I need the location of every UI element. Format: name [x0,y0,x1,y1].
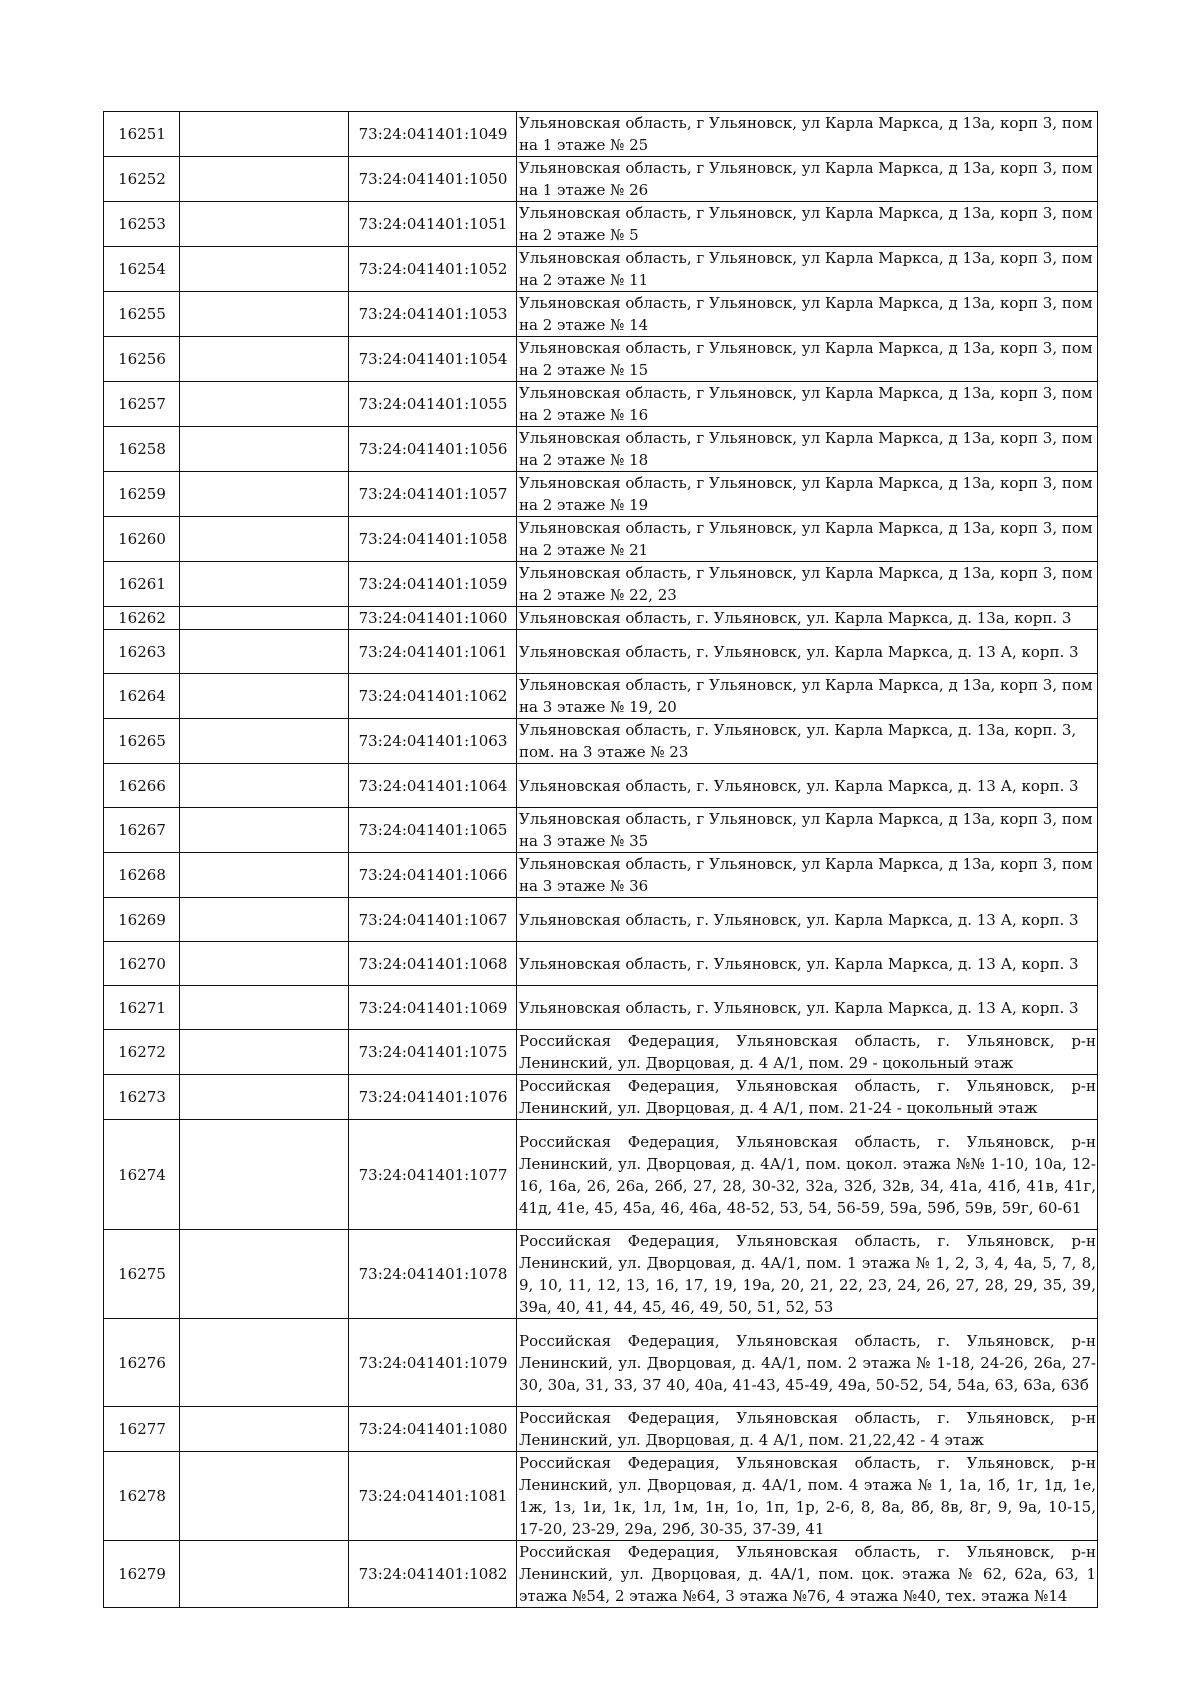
cadastral-number-cell: 73:24:041401:1053 [349,292,517,337]
record-number-cell: 16258 [104,427,180,472]
table-row [104,1407,1098,1452]
empty-cell [180,1230,349,1319]
record-number-cell: 16260 [104,517,180,562]
address-cell: Ульяновская область, г Ульяновск, ул Карла Маркса, д 13а, корп 3, пом на 3 этаже № 19, 20 [517,674,1098,719]
empty-cell [180,1407,349,1452]
record-number-cell: 16256 [104,337,180,382]
address-cell: Ульяновская область, г Ульяновск, ул Карла Маркса, д 13а, корп 3, пом на 2 этаже № 5 [517,202,1098,247]
table-row [104,157,1098,202]
empty-cell [180,853,349,898]
record-number-cell: 16255 [104,292,180,337]
table-row [104,382,1098,427]
record-number-cell: 16277 [104,1407,180,1452]
record-number-cell: 16253 [104,202,180,247]
table-row [104,986,1098,1030]
table-row [104,472,1098,517]
record-number-cell: 16279 [104,1541,180,1608]
table-row [104,764,1098,808]
empty-cell [180,630,349,674]
table-row [104,942,1098,986]
address-cell: Ульяновская область, г Ульяновск, ул Карла Маркса, д 13а, корп 3, пом на 1 этаже № 26 [517,157,1098,202]
record-number-cell: 16266 [104,764,180,808]
record-number-cell: 16267 [104,808,180,853]
cadastral-number-cell: 73:24:041401:1049 [349,112,517,157]
table-row [104,674,1098,719]
cadastral-number-cell: 73:24:041401:1067 [349,898,517,942]
cadastral-number-cell: 73:24:041401:1054 [349,337,517,382]
address-cell: Российская Федерация, Ульяновская область, г. Ульяновск, р-н Ленинский, ул. Дворцовая, д. 4 А/1, пом. 21-24 - цокольный этаж [517,1075,1098,1120]
cadastral-number-cell: 73:24:041401:1080 [349,1407,517,1452]
cadastral-number-cell: 73:24:041401:1059 [349,562,517,607]
table-row [104,562,1098,607]
cadastral-number-cell: 73:24:041401:1066 [349,853,517,898]
table-row [104,337,1098,382]
address-cell: Российская Федерация, Ульяновская область, г. Ульяновск, р-н Ленинский, ул. Дворцовая, д. 4А/1, пом. 2 этажа № 1-18, 24-26, 26а, 27-30, 30а, 31, 33, 37 40, 40а, 41-43, 45-49, 49а, 50-52, 54, 54а, 63, 63а, 63б [517,1319,1098,1407]
address-cell: Российская Федерация, Ульяновская область, г. Ульяновск, р-н Ленинский, ул. Дворцовая, д. 4А/1, пом. цок. этажа № 62, 62а, 63, 1 этажа №54, 2 этажа №64, 3 этажа №76, 4 этажа №40, тех. этажа №14 [517,1541,1098,1608]
record-number-cell: 16274 [104,1120,180,1230]
table-row [104,898,1098,942]
cadastral-number-cell: 73:24:041401:1069 [349,986,517,1030]
registry-table [103,111,1098,1608]
address-cell: Российская Федерация, Ульяновская область, г. Ульяновск, р-н Ленинский, ул. Дворцовая, д. 4А/1, пом. цокол. этажа №№ 1-10, 10а, 12-16, 16а, 26, 26а, 26б, 27, 28, 30-32, 32а, 32б, 32в, 34, 41а, 41б, 41в, 41г, 41д, 41е, 45, 45а, 46, 46а, 48-52, 53, 54, 56-59, 59а, 59б, 59в, 59г, 60-61 [517,1120,1098,1230]
record-number-cell: 16261 [104,562,180,607]
address-cell: Российская Федерация, Ульяновская область, г. Ульяновск, р-н Ленинский, ул. Дворцовая, д. 4А/1, пом. 1 этажа № 1, 2, 3, 4, 4а, 5, 7, 8, 9, 10, 11, 12, 13, 16, 17, 19, 19а, 20, 21, 22, 23, 24, 26, 27, 28, 29, 35, 39, 39а, 40, 41, 44, 45, 46, 49, 50, 51, 52, 53 [517,1230,1098,1319]
empty-cell [180,1075,349,1120]
address-cell: Ульяновская область, г Ульяновск, ул Карла Маркса, д 13а, корп 3, пом на 2 этаже № 22, 23 [517,562,1098,607]
record-number-cell: 16275 [104,1230,180,1319]
record-number-cell: 16251 [104,112,180,157]
table-row [104,1319,1098,1407]
table-row [104,1230,1098,1319]
empty-cell [180,562,349,607]
empty-cell [180,382,349,427]
cadastral-number-cell: 73:24:041401:1050 [349,157,517,202]
address-cell: Ульяновская область, г. Ульяновск, ул. Карла Маркса, д. 13 А, корп. 3 [517,898,1098,942]
empty-cell [180,898,349,942]
cadastral-number-cell: 73:24:041401:1065 [349,808,517,853]
cadastral-number-cell: 73:24:041401:1079 [349,1319,517,1407]
address-cell: Ульяновская область, г Ульяновск, ул Карла Маркса, д 13а, корп 3, пом на 1 этаже № 25 [517,112,1098,157]
table-row [104,112,1098,157]
cadastral-number-cell: 73:24:041401:1058 [349,517,517,562]
record-number-cell: 16259 [104,472,180,517]
empty-cell [180,427,349,472]
cadastral-number-cell: 73:24:041401:1068 [349,942,517,986]
address-cell: Ульяновская область, г. Ульяновск, ул. Карла Маркса, д. 13 А, корп. 3 [517,986,1098,1030]
cadastral-number-cell: 73:24:041401:1052 [349,247,517,292]
cadastral-number-cell: 73:24:041401:1055 [349,382,517,427]
address-cell: Ульяновская область, г Ульяновск, ул Карла Маркса, д 13а, корп 3, пом на 2 этаже № 21 [517,517,1098,562]
empty-cell [180,337,349,382]
record-number-cell: 16264 [104,674,180,719]
record-number-cell: 16269 [104,898,180,942]
empty-cell [180,517,349,562]
empty-cell [180,674,349,719]
address-cell: Ульяновская область, г. Ульяновск, ул. Карла Маркса, д. 13а, корп. 3, пом. на 3 этаже № 23 [517,719,1098,764]
record-number-cell: 16263 [104,630,180,674]
address-cell: Российская Федерация, Ульяновская область, г. Ульяновск, р-н Ленинский, ул. Дворцовая, д. 4 А/1, пом. 21,22,42 - 4 этаж [517,1407,1098,1452]
address-cell: Ульяновская область, г Ульяновск, ул Карла Маркса, д 13а, корп 3, пом на 3 этаже № 35 [517,808,1098,853]
cadastral-number-cell: 73:24:041401:1061 [349,630,517,674]
cadastral-number-cell: 73:24:041401:1063 [349,719,517,764]
empty-cell [180,1120,349,1230]
table-row [104,1075,1098,1120]
record-number-cell: 16272 [104,1030,180,1075]
table-row [104,1541,1098,1608]
cadastral-number-cell: 73:24:041401:1060 [349,607,517,630]
cadastral-number-cell: 73:24:041401:1075 [349,1030,517,1075]
record-number-cell: 16252 [104,157,180,202]
address-cell: Ульяновская область, г Ульяновск, ул Карла Маркса, д 13а, корп 3, пом на 2 этаже № 19 [517,472,1098,517]
table-row [104,517,1098,562]
address-cell: Российская Федерация, Ульяновская область, г. Ульяновск, р-н Ленинский, ул. Дворцовая, д. 4А/1, пом. 4 этажа № 1, 1а, 1б, 1г, 1д, 1е, 1ж, 1з, 1и, 1к, 1л, 1м, 1н, 1о, 1п, 1р, 2-6, 8, 8а, 8б, 8в, 8г, 9, 9а, 10-15, 17-20, 23-29, 29а, 29б, 30-35, 37-39, 41 [517,1452,1098,1541]
cadastral-number-cell: 73:24:041401:1082 [349,1541,517,1608]
cadastral-number-cell: 73:24:041401:1057 [349,472,517,517]
empty-cell [180,764,349,808]
empty-cell [180,808,349,853]
cadastral-number-cell: 73:24:041401:1051 [349,202,517,247]
table-row [104,292,1098,337]
cadastral-number-cell: 73:24:041401:1081 [349,1452,517,1541]
table-row [104,1120,1098,1230]
address-cell: Ульяновская область, г Ульяновск, ул Карла Маркса, д 13а, корп 3, пом на 3 этаже № 36 [517,853,1098,898]
empty-cell [180,472,349,517]
address-cell: Ульяновская область, г. Ульяновск, ул. Карла Маркса, д. 13 А, корп. 3 [517,630,1098,674]
record-number-cell: 16278 [104,1452,180,1541]
address-cell: Ульяновская область, г Ульяновск, ул Карла Маркса, д 13а, корп 3, пом на 2 этаже № 14 [517,292,1098,337]
registry-table-body [104,112,1098,1608]
empty-cell [180,292,349,337]
address-cell: Ульяновская область, г. Ульяновск, ул. Карла Маркса, д. 13 А, корп. 3 [517,764,1098,808]
empty-cell [180,1452,349,1541]
record-number-cell: 16271 [104,986,180,1030]
table-row [104,427,1098,472]
table-row [104,607,1098,630]
table-row [104,853,1098,898]
table-row [104,247,1098,292]
record-number-cell: 16254 [104,247,180,292]
address-cell: Ульяновская область, г Ульяновск, ул Карла Маркса, д 13а, корп 3, пом на 2 этаже № 15 [517,337,1098,382]
cadastral-number-cell: 73:24:041401:1076 [349,1075,517,1120]
empty-cell [180,719,349,764]
empty-cell [180,1319,349,1407]
table-row [104,719,1098,764]
cadastral-number-cell: 73:24:041401:1062 [349,674,517,719]
empty-cell [180,112,349,157]
cadastral-number-cell: 73:24:041401:1064 [349,764,517,808]
address-cell: Ульяновская область, г. Ульяновск, ул. Карла Маркса, д. 13 А, корп. 3 [517,942,1098,986]
record-number-cell: 16276 [104,1319,180,1407]
cadastral-number-cell: 73:24:041401:1056 [349,427,517,472]
table-row [104,808,1098,853]
cadastral-number-cell: 73:24:041401:1078 [349,1230,517,1319]
empty-cell [180,607,349,630]
table-row [104,1452,1098,1541]
cadastral-number-cell: 73:24:041401:1077 [349,1120,517,1230]
empty-cell [180,202,349,247]
address-cell: Ульяновская область, г Ульяновск, ул Карла Маркса, д 13а, корп 3, пом на 2 этаже № 16 [517,382,1098,427]
record-number-cell: 16273 [104,1075,180,1120]
table-row [104,630,1098,674]
empty-cell [180,986,349,1030]
record-number-cell: 16257 [104,382,180,427]
address-cell: Российская Федерация, Ульяновская область, г. Ульяновск, р-н Ленинский, ул. Дворцовая, д. 4 А/1, пом. 29 - цокольный этаж [517,1030,1098,1075]
address-cell: Ульяновская область, г Ульяновск, ул Карла Маркса, д 13а, корп 3, пом на 2 этаже № 11 [517,247,1098,292]
record-number-cell: 16265 [104,719,180,764]
table-row [104,1030,1098,1075]
record-number-cell: 16270 [104,942,180,986]
empty-cell [180,157,349,202]
record-number-cell: 16262 [104,607,180,630]
address-cell: Ульяновская область, г. Ульяновск, ул. Карла Маркса, д. 13а, корп. 3 [517,607,1098,630]
empty-cell [180,1541,349,1608]
record-number-cell: 16268 [104,853,180,898]
empty-cell [180,247,349,292]
empty-cell [180,1030,349,1075]
table-row [104,202,1098,247]
address-cell: Ульяновская область, г Ульяновск, ул Карла Маркса, д 13а, корп 3, пом на 2 этаже № 18 [517,427,1098,472]
empty-cell [180,942,349,986]
